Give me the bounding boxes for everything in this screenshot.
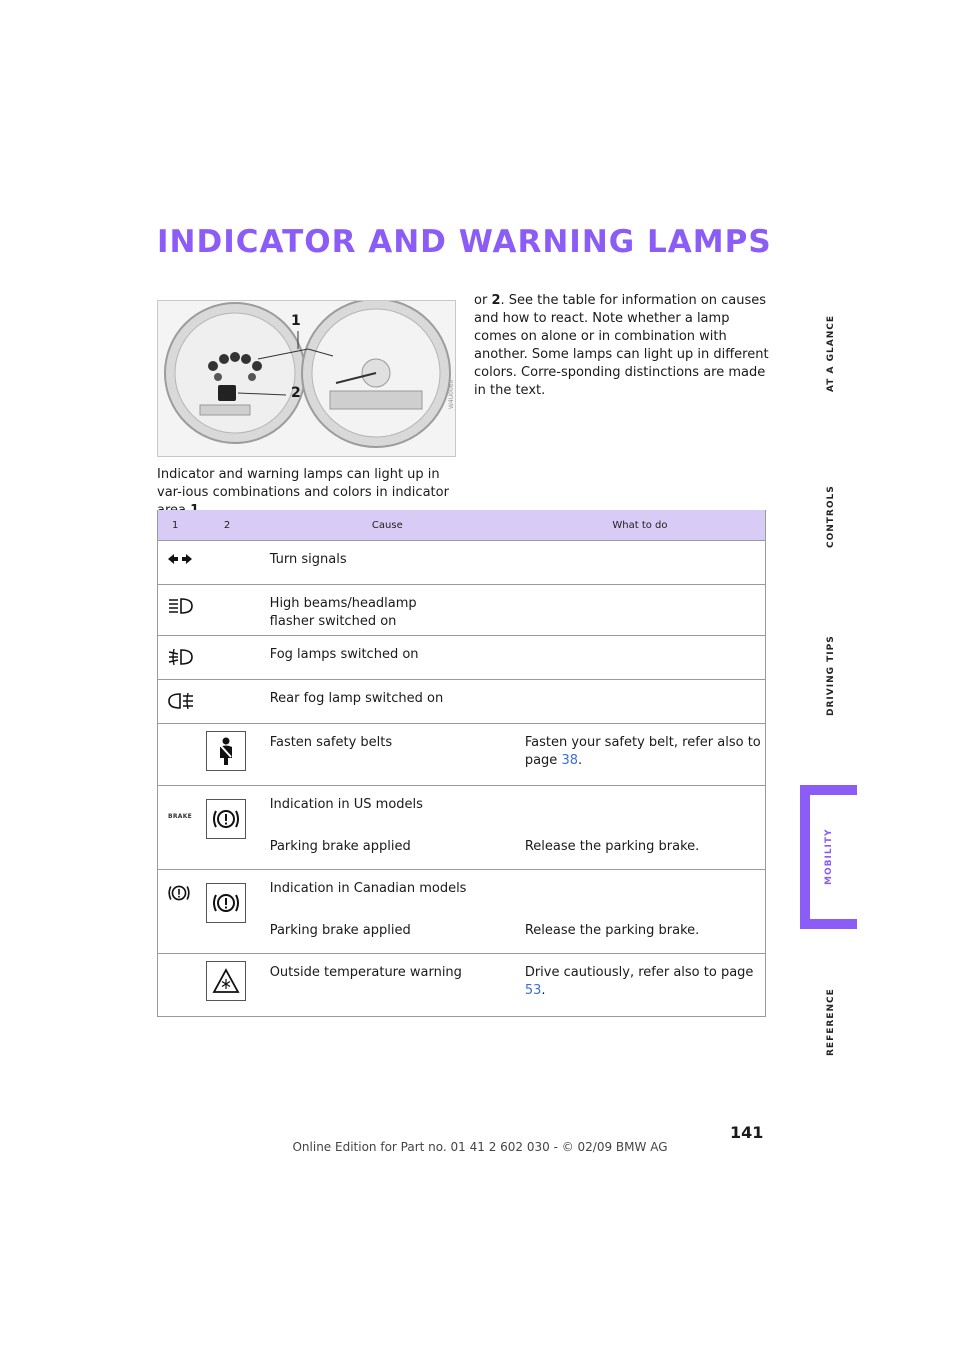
cause-cell: Indication in Canadian models Parking brake applied bbox=[269, 881, 467, 938]
todo-cell: Fasten your safety belt, refer also to page 38. bbox=[524, 735, 761, 768]
page-number: 141 bbox=[730, 1123, 764, 1142]
page-link-38[interactable]: 38 bbox=[561, 753, 578, 768]
parking-brake-icon bbox=[206, 883, 246, 923]
seatbelt-icon bbox=[206, 731, 246, 771]
page-title: INDICATOR AND WARNING LAMPS bbox=[157, 224, 772, 260]
todo-cell bbox=[515, 680, 765, 723]
cause-cell: Outside temperature warning bbox=[269, 965, 462, 980]
high-beam-icon bbox=[168, 604, 194, 619]
page-link-53[interactable]: 53 bbox=[524, 983, 542, 998]
header-col-1: 1 bbox=[172, 519, 179, 531]
header-cause: Cause bbox=[371, 519, 403, 531]
intro-right-text: or 2. See the table for information on causes and how to react. Note whether a lamp comes on alone or in combination with another. Some lamps can light up in different colors. Corre-sponding distinctions are made in the text. bbox=[474, 293, 769, 398]
figure-label-2: 2 bbox=[291, 385, 301, 401]
side-tab-controls[interactable]: CONTROLS bbox=[826, 485, 836, 548]
cause-cell: Fog lamps switched on bbox=[269, 647, 419, 662]
todo-cell: Release the parking brake. bbox=[524, 923, 700, 938]
side-tab-at-a-glance[interactable]: AT A GLANCE bbox=[826, 314, 836, 392]
footer-text: Online Edition for Part no. 01 41 2 602 030 - © 02/09 BMW AG bbox=[292, 1140, 668, 1154]
todo-cell: Release the parking brake. bbox=[524, 839, 700, 854]
fog-lamp-icon bbox=[168, 655, 194, 670]
cause-cell: Fasten safety belts bbox=[269, 735, 393, 750]
cause-cell: High beams/headlamp flasher switched on bbox=[269, 596, 417, 629]
table-row bbox=[158, 785, 765, 869]
rear-fog-lamp-icon bbox=[168, 699, 194, 714]
snowflake-warning-icon bbox=[206, 961, 246, 1001]
table-row bbox=[158, 584, 765, 635]
side-tab-driving-tips[interactable]: DRIVING TIPS bbox=[826, 635, 836, 716]
indicator-table bbox=[157, 510, 766, 1017]
cause-cell: Rear fog lamp switched on bbox=[269, 691, 444, 706]
parking-brake-icon bbox=[166, 891, 192, 906]
todo-cell bbox=[515, 585, 765, 635]
todo-cell: Drive cautiously, refer also to page 53. bbox=[524, 965, 754, 998]
side-tab-reference[interactable]: REFERENCE bbox=[826, 988, 836, 1056]
side-tab-mobility[interactable]: MOBILITY bbox=[824, 828, 834, 885]
figure-image-code: W4U0060 bbox=[448, 379, 455, 409]
table-row bbox=[158, 635, 765, 679]
todo-cell bbox=[515, 636, 765, 679]
table-row bbox=[158, 679, 765, 723]
turn-signal-arrows-icon bbox=[168, 554, 192, 569]
brake-text-icon: BRAKE bbox=[168, 813, 193, 820]
cause-cell: Indication in US models Parking brake applied bbox=[269, 797, 423, 854]
table-header bbox=[158, 510, 765, 540]
instrument-cluster-figure bbox=[157, 300, 456, 457]
table-row bbox=[158, 723, 765, 785]
figure-label-1: 1 bbox=[291, 313, 301, 329]
table-row bbox=[158, 869, 765, 953]
cause-cell: Turn signals bbox=[269, 552, 347, 567]
header-col-2: 2 bbox=[223, 519, 231, 531]
table-row bbox=[158, 953, 765, 1016]
parking-brake-icon bbox=[206, 799, 246, 839]
table-row bbox=[158, 540, 765, 584]
header-what-to-do: What to do bbox=[612, 519, 668, 531]
todo-cell bbox=[515, 541, 765, 584]
intro-left-text: Indicator and warning lamps can light up in var-ious combinations and colors in indicator bbox=[157, 467, 449, 500]
